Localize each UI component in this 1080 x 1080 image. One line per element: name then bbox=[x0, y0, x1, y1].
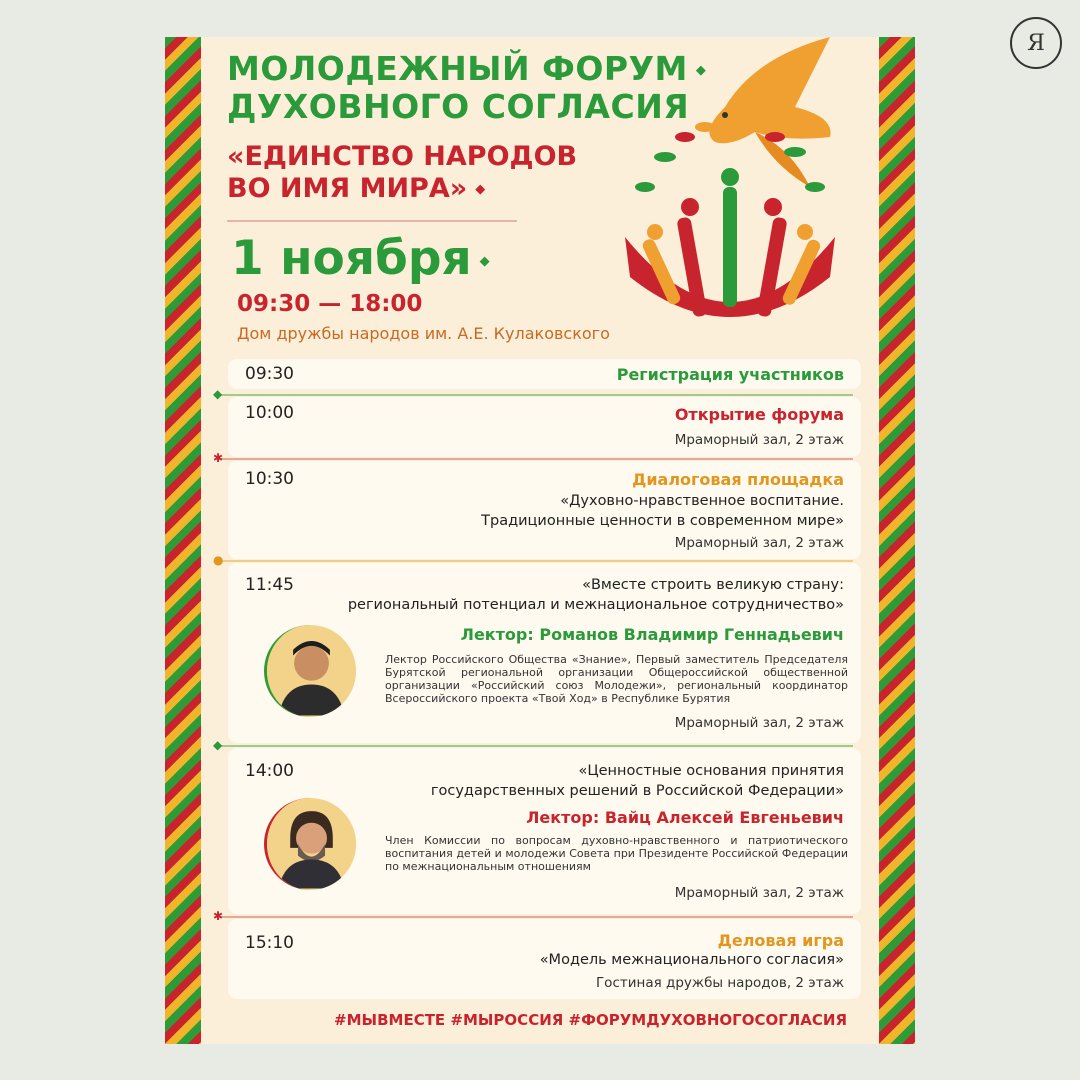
lector-name: Лектор: Романов Владимир Геннадьевич bbox=[460, 625, 844, 644]
star-marker-icon: ✱ bbox=[213, 451, 224, 465]
diamond-marker-icon: ◆ bbox=[213, 738, 223, 752]
item-time: 14:00 bbox=[245, 761, 294, 781]
schedule-item bbox=[228, 359, 861, 389]
item-time: 11:45 bbox=[245, 575, 294, 595]
item-room: Мраморный зал, 2 этаж bbox=[674, 535, 844, 551]
diamond-marker-icon: ◆ bbox=[213, 387, 223, 401]
lector-bio: Лектор Российского Общества «Знание», Первый заместитель Председателя Бурятской региональной организации Общероссийской общественной организации «Российский союз Молодежи», региональный координатор Всероссийского проекта «Твой Ход» в Республике Бурятия bbox=[385, 653, 848, 705]
schedule-item bbox=[228, 563, 861, 743]
item-title: Регистрация участников bbox=[616, 365, 844, 384]
item-room: Мраморный зал, 2 этаж bbox=[674, 432, 844, 448]
tree-of-people-illustration bbox=[605, 37, 855, 337]
lector-photo bbox=[264, 625, 356, 717]
event-poster bbox=[165, 37, 915, 1044]
item-time: 09:30 bbox=[245, 364, 294, 384]
schedule-item bbox=[228, 748, 861, 914]
item-room: Мраморный зал, 2 этаж bbox=[674, 885, 844, 901]
diamond-ornament-icon: ◆ bbox=[479, 253, 490, 269]
dot-marker-icon: ● bbox=[213, 553, 224, 567]
diamond-ornament-icon: ◆ bbox=[475, 181, 486, 197]
schedule-item bbox=[228, 919, 861, 999]
lector-name: Лектор: Вайц Алексей Евгеньевич bbox=[526, 808, 844, 827]
timeline-divider bbox=[213, 909, 853, 923]
forum-title: МОЛОДЕЖНЫЙ ФОРУМ ◆ ДУХОВНОГО СОГЛАСИЯ bbox=[227, 49, 707, 126]
item-title: Деловая игра bbox=[717, 931, 844, 950]
ornament-border-right bbox=[879, 37, 915, 1044]
item-topic: «Модель межнационального согласия» bbox=[539, 952, 844, 968]
diamond-ornament-icon: ◆ bbox=[695, 62, 707, 78]
item-room: Мраморный зал, 2 этаж bbox=[674, 715, 844, 731]
item-topic: «Духовно-нравственное воспитание. Традиционные ценности в современном мире» bbox=[481, 493, 844, 529]
event-venue: Дом дружбы народов им. А.Е. Кулаковского bbox=[237, 324, 610, 343]
forum-subtitle: «ЕДИНСТВО НАРОДОВ ВО ИМЯ МИРА» ◆ bbox=[227, 141, 578, 204]
header-separator bbox=[227, 220, 517, 222]
item-time: 10:30 bbox=[245, 469, 294, 489]
timeline-divider bbox=[213, 451, 853, 465]
event-time: 09:30 — 18:00 bbox=[237, 291, 423, 317]
item-title: Открытие форума bbox=[674, 405, 844, 424]
event-date: 1 ноября ◆ bbox=[231, 231, 490, 286]
timeline-divider bbox=[213, 387, 853, 401]
item-room: Гостиная дружбы народов, 2 этаж bbox=[595, 975, 844, 991]
lector-photo bbox=[264, 798, 356, 890]
item-topic: «Ценностные основания принятия государственных решений в Российской Федерации» bbox=[430, 763, 844, 799]
timeline-divider bbox=[213, 738, 853, 752]
star-marker-icon: ✱ bbox=[213, 909, 224, 923]
schedule-item bbox=[228, 397, 861, 457]
item-time: 15:10 bbox=[245, 933, 294, 953]
item-topic: «Вместе строить великую страну: региональный потенциал и межнациональное сотрудничество» bbox=[347, 577, 844, 613]
brand-logo: Я bbox=[1010, 17, 1062, 69]
schedule-item bbox=[228, 461, 861, 559]
item-time: 10:00 bbox=[245, 403, 294, 423]
lector-bio: Член Комиссии по вопросам духовно-нравственного и патриотического воспитания детей и молодежи Совета при Президенте Российской Федерации по межнациональным отношениям bbox=[385, 834, 848, 873]
item-title: Диалоговая площадка bbox=[632, 470, 844, 489]
ornament-border-left bbox=[165, 37, 201, 1044]
hashtags: #МЫВМЕСТЕ #МЫРОССИЯ #ФОРУМДУХОВНОГОСОГЛАСИЯ bbox=[334, 1011, 847, 1029]
timeline-divider bbox=[213, 553, 853, 567]
